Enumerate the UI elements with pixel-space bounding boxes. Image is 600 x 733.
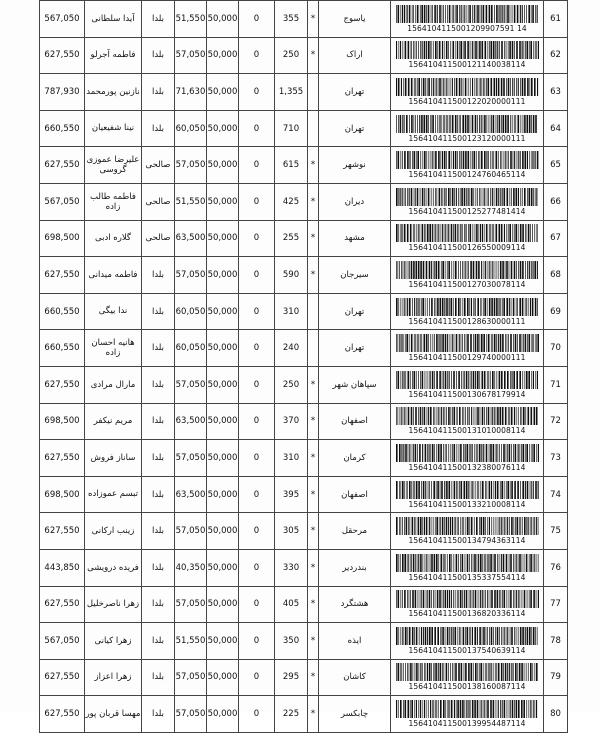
recipient-name-cell: هانیه احسان زاده bbox=[85, 330, 142, 367]
barcode-number: 156410411500122020000111 bbox=[408, 96, 526, 106]
flag-cell: * bbox=[308, 37, 319, 74]
barcode-number: 156410411500124760465114 bbox=[408, 170, 526, 180]
row-number-cell: 76 bbox=[544, 549, 568, 586]
total-cell: 660,550 bbox=[40, 293, 85, 330]
zero-cell: 0 bbox=[239, 513, 275, 550]
recipient-name-cell: تبسم عموزاده bbox=[85, 476, 142, 513]
flag-cell bbox=[308, 74, 319, 111]
barcode-cell bbox=[391, 330, 544, 367]
city-cell: تهران bbox=[319, 74, 391, 111]
recipient-name-cell: مارال مرادی bbox=[85, 366, 142, 403]
city-cell: اصفهان bbox=[319, 403, 391, 440]
row-number-cell: 61 bbox=[544, 1, 568, 38]
barcode-image bbox=[395, 78, 539, 96]
barcode-image bbox=[395, 481, 539, 499]
barcode-image bbox=[395, 5, 539, 23]
base-fee-cell: 50,000 bbox=[207, 366, 239, 403]
barcode-number: 156410411500136820336114 bbox=[408, 609, 526, 619]
total-cell: 567,050 bbox=[40, 623, 85, 660]
total-cell: 627,550 bbox=[40, 366, 85, 403]
base-fee-cell: 50,000 bbox=[207, 74, 239, 111]
barcode-number: 156410411500138160087114 bbox=[408, 682, 526, 692]
subtotal-cell: 57,050 bbox=[175, 37, 207, 74]
barcode-cell bbox=[391, 549, 544, 586]
city-cell: سپاهان شهر bbox=[319, 366, 391, 403]
base-fee-cell: 50,000 bbox=[207, 37, 239, 74]
amount-cell: 370 bbox=[275, 403, 308, 440]
subtotal-cell: 51,550 bbox=[175, 183, 207, 220]
table-row bbox=[40, 147, 568, 184]
barcode-image bbox=[395, 41, 539, 59]
table-row bbox=[40, 293, 568, 330]
total-cell: 660,550 bbox=[40, 330, 85, 367]
base-fee-cell: 50,000 bbox=[207, 110, 239, 147]
barcode-cell bbox=[391, 220, 544, 257]
zero-cell: 0 bbox=[239, 586, 275, 623]
barcode-image bbox=[395, 371, 539, 389]
recipient-name-cell: آیدا سلطانی bbox=[85, 1, 142, 38]
row-number-cell: 62 bbox=[544, 37, 568, 74]
barcode-number: 156410411500125277481414 bbox=[408, 206, 526, 216]
service-cell: بلدا bbox=[142, 440, 175, 477]
city-cell: هشتگرد bbox=[319, 586, 391, 623]
amount-cell: 425 bbox=[275, 183, 308, 220]
service-cell: بلدا bbox=[142, 330, 175, 367]
barcode-image bbox=[395, 261, 539, 279]
amount-cell: 350 bbox=[275, 623, 308, 660]
recipient-name-cell: زهرا ناصرخلیل bbox=[85, 586, 142, 623]
barcode-number: 156410411500132380076114 bbox=[408, 462, 526, 472]
city-cell: کرمان bbox=[319, 440, 391, 477]
barcode-cell bbox=[391, 1, 544, 38]
barcode-cell bbox=[391, 440, 544, 477]
subtotal-cell: 57,050 bbox=[175, 257, 207, 294]
table-row bbox=[40, 696, 568, 733]
base-fee-cell: 50,000 bbox=[207, 403, 239, 440]
base-fee-cell: 50,000 bbox=[207, 440, 239, 477]
city-cell: مشهد bbox=[319, 220, 391, 257]
zero-cell: 0 bbox=[239, 74, 275, 111]
barcode-cell bbox=[391, 513, 544, 550]
city-cell: ایذه bbox=[319, 623, 391, 660]
recipient-name-cell: علیرضا عموزی گروسی bbox=[85, 147, 142, 184]
barcode-number: 156410411500130678179914 bbox=[408, 389, 526, 399]
subtotal-cell: 60,050 bbox=[175, 293, 207, 330]
recipient-name-cell: نینا شفیعیان bbox=[85, 110, 142, 147]
table-row bbox=[40, 440, 568, 477]
flag-cell: * bbox=[308, 476, 319, 513]
recipient-name-cell: زینب ارکانی bbox=[85, 513, 142, 550]
service-cell: بلدا bbox=[142, 623, 175, 660]
table-row bbox=[40, 330, 568, 367]
base-fee-cell: 50,000 bbox=[207, 513, 239, 550]
total-cell: 627,550 bbox=[40, 37, 85, 74]
barcode-image bbox=[395, 224, 539, 242]
barcode-cell bbox=[391, 696, 544, 733]
amount-cell: 225 bbox=[275, 696, 308, 733]
subtotal-cell: 60,050 bbox=[175, 110, 207, 147]
subtotal-cell: 51,550 bbox=[175, 623, 207, 660]
shipment-table bbox=[39, 0, 568, 733]
recipient-name-cell: زهرا اعزاز bbox=[85, 659, 142, 696]
flag-cell: * bbox=[308, 513, 319, 550]
flag-cell bbox=[308, 293, 319, 330]
service-cell: بلدا bbox=[142, 659, 175, 696]
flag-cell: * bbox=[308, 549, 319, 586]
barcode-image bbox=[395, 298, 539, 316]
zero-cell: 0 bbox=[239, 403, 275, 440]
total-cell: 443,850 bbox=[40, 549, 85, 586]
subtotal-cell: 57,050 bbox=[175, 696, 207, 733]
service-cell: بلدا bbox=[142, 366, 175, 403]
row-number-cell: 72 bbox=[544, 403, 568, 440]
zero-cell: 0 bbox=[239, 257, 275, 294]
table-row bbox=[40, 476, 568, 513]
total-cell: 698,500 bbox=[40, 403, 85, 440]
row-number-cell: 66 bbox=[544, 183, 568, 220]
service-cell: بلدا bbox=[142, 1, 175, 38]
zero-cell: 0 bbox=[239, 1, 275, 38]
barcode-number: 156410411500134794363114 bbox=[408, 536, 526, 546]
city-cell: دیران bbox=[319, 183, 391, 220]
table-row bbox=[40, 220, 568, 257]
row-number-cell: 71 bbox=[544, 366, 568, 403]
base-fee-cell: 50,000 bbox=[207, 183, 239, 220]
barcode-cell bbox=[391, 586, 544, 623]
barcode-number: 156410411500129740000111 bbox=[408, 353, 526, 363]
total-cell: 660,550 bbox=[40, 110, 85, 147]
base-fee-cell: 50,000 bbox=[207, 220, 239, 257]
total-cell: 627,550 bbox=[40, 257, 85, 294]
base-fee-cell: 50,000 bbox=[207, 1, 239, 38]
row-number-cell: 65 bbox=[544, 147, 568, 184]
flag-cell: * bbox=[308, 220, 319, 257]
amount-cell: 405 bbox=[275, 586, 308, 623]
recipient-name-cell: ساناز فروش bbox=[85, 440, 142, 477]
barcode-image bbox=[395, 151, 539, 169]
barcode-image bbox=[395, 627, 539, 645]
amount-cell: 240 bbox=[275, 330, 308, 367]
amount-cell: 295 bbox=[275, 659, 308, 696]
amount-cell: 1,355 bbox=[275, 74, 308, 111]
row-number-cell: 63 bbox=[544, 74, 568, 111]
barcode-image bbox=[395, 590, 539, 608]
recipient-name-cell: فاطمه آجرلو bbox=[85, 37, 142, 74]
flag-cell: * bbox=[308, 403, 319, 440]
city-cell: تهران bbox=[319, 110, 391, 147]
city-cell: تهران bbox=[319, 293, 391, 330]
flag-cell: * bbox=[308, 257, 319, 294]
flag-cell: * bbox=[308, 586, 319, 623]
flag-cell: * bbox=[308, 183, 319, 220]
city-cell: مرحقل bbox=[319, 513, 391, 550]
table-row bbox=[40, 403, 568, 440]
barcode-number: 156410411500126550009114 bbox=[408, 243, 526, 253]
base-fee-cell: 50,000 bbox=[207, 257, 239, 294]
total-cell: 627,550 bbox=[40, 659, 85, 696]
zero-cell: 0 bbox=[239, 549, 275, 586]
barcode-image bbox=[395, 334, 539, 352]
subtotal-cell: 57,050 bbox=[175, 586, 207, 623]
subtotal-cell: 63,500 bbox=[175, 476, 207, 513]
recipient-name-cell: فاطمه طالب زاده bbox=[85, 183, 142, 220]
zero-cell: 0 bbox=[239, 37, 275, 74]
subtotal-cell: 63,500 bbox=[175, 220, 207, 257]
service-cell: بلدا bbox=[142, 476, 175, 513]
zero-cell: 0 bbox=[239, 623, 275, 660]
barcode-cell bbox=[391, 293, 544, 330]
table-row bbox=[40, 549, 568, 586]
amount-cell: 250 bbox=[275, 366, 308, 403]
subtotal-cell: 57,050 bbox=[175, 659, 207, 696]
flag-cell: * bbox=[308, 366, 319, 403]
barcode-image bbox=[395, 188, 539, 206]
base-fee-cell: 50,000 bbox=[207, 623, 239, 660]
barcode-image bbox=[395, 407, 539, 425]
row-number-cell: 74 bbox=[544, 476, 568, 513]
barcode-image bbox=[395, 444, 539, 462]
barcode-image bbox=[395, 517, 539, 535]
subtotal-cell: 60,050 bbox=[175, 330, 207, 367]
base-fee-cell: 50,000 bbox=[207, 586, 239, 623]
barcode-number: 156410411500127030078114 bbox=[408, 279, 526, 289]
total-cell: 698,500 bbox=[40, 476, 85, 513]
total-cell: 567,050 bbox=[40, 183, 85, 220]
zero-cell: 0 bbox=[239, 696, 275, 733]
subtotal-cell: 71,630 bbox=[175, 74, 207, 111]
recipient-name-cell: فریده درویشی bbox=[85, 549, 142, 586]
row-number-cell: 79 bbox=[544, 659, 568, 696]
zero-cell: 0 bbox=[239, 330, 275, 367]
row-number-cell: 69 bbox=[544, 293, 568, 330]
amount-cell: 310 bbox=[275, 440, 308, 477]
city-cell: چابکسر bbox=[319, 696, 391, 733]
service-cell: بلدا bbox=[142, 74, 175, 111]
table-row bbox=[40, 183, 568, 220]
row-number-cell: 64 bbox=[544, 110, 568, 147]
amount-cell: 395 bbox=[275, 476, 308, 513]
barcode-cell bbox=[391, 366, 544, 403]
barcode-number: 1564104115001209907591 14 bbox=[407, 23, 527, 33]
amount-cell: 305 bbox=[275, 513, 308, 550]
service-cell: بلدا bbox=[142, 696, 175, 733]
service-cell: بلدا bbox=[142, 110, 175, 147]
subtotal-cell: 51,550 bbox=[175, 1, 207, 38]
flag-cell: * bbox=[308, 659, 319, 696]
amount-cell: 615 bbox=[275, 147, 308, 184]
table-row bbox=[40, 74, 568, 111]
service-cell: صالحی bbox=[142, 220, 175, 257]
barcode-cell bbox=[391, 74, 544, 111]
city-cell: اراک bbox=[319, 37, 391, 74]
table-row bbox=[40, 586, 568, 623]
base-fee-cell: 50,000 bbox=[207, 293, 239, 330]
recipient-name-cell: مریم نیکفر bbox=[85, 403, 142, 440]
service-cell: بلدا bbox=[142, 257, 175, 294]
service-cell: صالحی bbox=[142, 183, 175, 220]
zero-cell: 0 bbox=[239, 147, 275, 184]
subtotal-cell: 57,050 bbox=[175, 440, 207, 477]
table-row bbox=[40, 366, 568, 403]
amount-cell: 330 bbox=[275, 549, 308, 586]
recipient-name-cell: ندا بیگی bbox=[85, 293, 142, 330]
zero-cell: 0 bbox=[239, 293, 275, 330]
zero-cell: 0 bbox=[239, 659, 275, 696]
barcode-number: 156410411500131010008114 bbox=[408, 426, 526, 436]
row-number-cell: 68 bbox=[544, 257, 568, 294]
barcode-cell bbox=[391, 257, 544, 294]
barcode-cell bbox=[391, 147, 544, 184]
service-cell: بلدا bbox=[142, 403, 175, 440]
base-fee-cell: 50,000 bbox=[207, 659, 239, 696]
total-cell: 787,930 bbox=[40, 74, 85, 111]
base-fee-cell: 50,000 bbox=[207, 696, 239, 733]
zero-cell: 0 bbox=[239, 110, 275, 147]
city-cell: کاشان bbox=[319, 659, 391, 696]
recipient-name-cell: نازنین پورمحمد bbox=[85, 74, 142, 111]
row-number-cell: 77 bbox=[544, 586, 568, 623]
recipient-name-cell: زهرا کیانی bbox=[85, 623, 142, 660]
zero-cell: 0 bbox=[239, 476, 275, 513]
barcode-cell bbox=[391, 37, 544, 74]
base-fee-cell: 50,000 bbox=[207, 476, 239, 513]
total-cell: 567,050 bbox=[40, 1, 85, 38]
city-cell: سیرجان bbox=[319, 257, 391, 294]
shipment-table-body bbox=[40, 1, 568, 733]
total-cell: 627,550 bbox=[40, 147, 85, 184]
service-cell: بلدا bbox=[142, 513, 175, 550]
base-fee-cell: 50,000 bbox=[207, 549, 239, 586]
barcode-number: 156410411500121140038114 bbox=[408, 60, 526, 70]
city-cell: نوشهر bbox=[319, 147, 391, 184]
zero-cell: 0 bbox=[239, 366, 275, 403]
row-number-cell: 67 bbox=[544, 220, 568, 257]
flag-cell: * bbox=[308, 623, 319, 660]
city-cell: بندردیر bbox=[319, 549, 391, 586]
subtotal-cell: 40,350 bbox=[175, 549, 207, 586]
barcode-image bbox=[395, 554, 539, 572]
flag-cell: * bbox=[308, 440, 319, 477]
amount-cell: 310 bbox=[275, 293, 308, 330]
row-number-cell: 80 bbox=[544, 696, 568, 733]
service-cell: بلدا bbox=[142, 549, 175, 586]
table-row bbox=[40, 513, 568, 550]
table-row bbox=[40, 623, 568, 660]
barcode-image bbox=[395, 663, 539, 681]
amount-cell: 255 bbox=[275, 220, 308, 257]
zero-cell: 0 bbox=[239, 183, 275, 220]
table-row bbox=[40, 1, 568, 38]
service-cell: بلدا bbox=[142, 586, 175, 623]
subtotal-cell: 63,500 bbox=[175, 403, 207, 440]
amount-cell: 590 bbox=[275, 257, 308, 294]
table-row bbox=[40, 659, 568, 696]
service-cell: بلدا bbox=[142, 37, 175, 74]
table-row bbox=[40, 37, 568, 74]
total-cell: 698,500 bbox=[40, 220, 85, 257]
flag-cell: * bbox=[308, 147, 319, 184]
base-fee-cell: 50,000 bbox=[207, 147, 239, 184]
total-cell: 627,550 bbox=[40, 440, 85, 477]
row-number-cell: 73 bbox=[544, 440, 568, 477]
barcode-image bbox=[395, 115, 539, 133]
zero-cell: 0 bbox=[239, 440, 275, 477]
service-cell: صالحی bbox=[142, 147, 175, 184]
amount-cell: 355 bbox=[275, 1, 308, 38]
city-cell: تهران bbox=[319, 330, 391, 367]
barcode-cell bbox=[391, 659, 544, 696]
city-cell: اصفهان bbox=[319, 476, 391, 513]
barcode-number: 156410411500128630000111 bbox=[408, 316, 526, 326]
flag-cell bbox=[308, 330, 319, 367]
recipient-name-cell: گلاره ادبی bbox=[85, 220, 142, 257]
barcode-number: 156410411500133210008114 bbox=[408, 499, 526, 509]
barcode-cell bbox=[391, 183, 544, 220]
zero-cell: 0 bbox=[239, 220, 275, 257]
barcode-number: 156410411500139954487114 bbox=[408, 719, 526, 729]
barcode-number: 156410411500137540639114 bbox=[408, 645, 526, 655]
subtotal-cell: 57,050 bbox=[175, 147, 207, 184]
recipient-name-cell: مهسا قربان پور bbox=[85, 696, 142, 733]
recipient-name-cell: فاطمه میدانی bbox=[85, 257, 142, 294]
row-number-cell: 70 bbox=[544, 330, 568, 367]
barcode-number: 156410411500123120000111 bbox=[408, 133, 526, 143]
row-number-cell: 78 bbox=[544, 623, 568, 660]
base-fee-cell: 50,000 bbox=[207, 330, 239, 367]
service-cell: بلدا bbox=[142, 293, 175, 330]
amount-cell: 710 bbox=[275, 110, 308, 147]
flag-cell: * bbox=[308, 696, 319, 733]
amount-cell: 250 bbox=[275, 37, 308, 74]
total-cell: 627,550 bbox=[40, 696, 85, 733]
barcode-cell bbox=[391, 110, 544, 147]
barcode-cell bbox=[391, 476, 544, 513]
total-cell: 627,550 bbox=[40, 586, 85, 623]
table-row bbox=[40, 257, 568, 294]
barcode-image bbox=[395, 700, 539, 718]
total-cell: 627,550 bbox=[40, 513, 85, 550]
subtotal-cell: 57,050 bbox=[175, 513, 207, 550]
flag-cell: * bbox=[308, 1, 319, 38]
subtotal-cell: 57,050 bbox=[175, 366, 207, 403]
barcode-cell bbox=[391, 623, 544, 660]
row-number-cell: 75 bbox=[544, 513, 568, 550]
table-row bbox=[40, 110, 568, 147]
barcode-cell bbox=[391, 403, 544, 440]
barcode-number: 156410411500135337554114 bbox=[408, 572, 526, 582]
flag-cell bbox=[308, 110, 319, 147]
city-cell: یاسوج bbox=[319, 1, 391, 38]
